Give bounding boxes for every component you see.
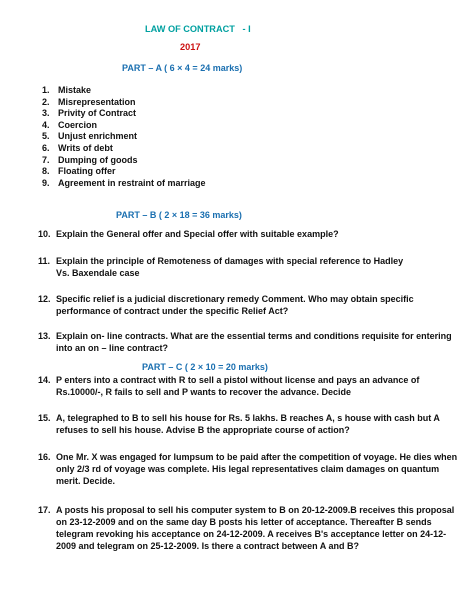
question-number: 12. — [38, 294, 51, 304]
question-15 — [38, 412, 463, 436]
question-13 — [38, 330, 463, 354]
question-number: 15. — [38, 413, 51, 423]
question-17 — [38, 504, 463, 552]
question-text: P enters into a contract with R to sell a pistol without license and pays an advance of Rs.10000/-, R fails to sell and P wants to recover the advance. Decide — [56, 375, 420, 397]
part-b-heading: PART – B ( 2 × 18 = 36 marks) — [116, 210, 242, 220]
question-11 — [38, 255, 418, 279]
part-a-list — [42, 85, 206, 189]
question-text: A, telegraphed to B to sell his house for Rs. 5 lakhs. B reaches A, s house with cash but A refuses to sell his house. Advise B the appropriate course of action? — [56, 413, 440, 435]
question-number: 13. — [38, 331, 51, 341]
question-number: 14. — [38, 375, 51, 385]
question-number: 16. — [38, 452, 51, 462]
list-item: 5. Unjust enrichment — [42, 131, 138, 142]
part-c-heading: PART – C ( 2 × 10 = 20 marks) — [142, 362, 268, 372]
list-item: 9. Agreement in restraint of marriage — [42, 177, 206, 188]
question-text: A posts his proposal to sell his computer system to B on 20-12-2009.B receives this proposal on 23-12-2009 and on the same day B posts his letter of acceptance. Thereafter B sends telegram revoking his acceptance on 24-12-2009. A receives B's acceptance letter on 24-12-2009 and telegram on 25-12-2009. Is there a contract between A and B? — [56, 505, 455, 551]
question-16 — [38, 451, 463, 487]
list-item: 3. Privity of Contract — [42, 108, 137, 119]
question-text: Explain the principle of Remoteness of damages with special reference to Hadley Vs. Baxendale case — [56, 256, 404, 278]
question-text: Specific relief is a judicial discretionary remedy Comment. Who may obtain specific performance of contract under the specific Relief Act? — [56, 294, 414, 316]
question-number: 17. — [38, 505, 51, 515]
paper-year: 2017 — [180, 42, 201, 52]
question-text: Explain the General offer and Special offer with suitable example? — [56, 229, 339, 239]
question-text: Explain on- line contracts. What are the essential terms and conditions requisite for entering into an on – line contract? — [56, 331, 452, 353]
list-item: 6. Writs of debt — [42, 142, 113, 153]
question-14 — [38, 374, 463, 398]
question-12 — [38, 293, 428, 317]
paper-title: LAW OF CONTRACT - I — [145, 24, 251, 34]
part-a-heading: PART – A ( 6 × 4 = 24 marks) — [122, 63, 243, 73]
question-text: One Mr. X was engaged for lumpsum to be paid after the competition of voyage. He dies when only 2/3 rd of voyage was complete. His legal representatives claim damages on quantum merit. Decide. — [56, 452, 458, 486]
list-item: 1. Mistake — [42, 85, 92, 95]
list-item: 4. Coercion — [42, 119, 98, 130]
question-10 — [38, 228, 458, 240]
list-item: 7. Dumping of goods — [42, 154, 138, 165]
question-number: 11. — [38, 256, 51, 266]
list-item: 2. Misrepresentation — [42, 96, 136, 107]
list-item: 8. Floating offer — [42, 166, 116, 177]
question-number: 10. — [38, 229, 51, 239]
